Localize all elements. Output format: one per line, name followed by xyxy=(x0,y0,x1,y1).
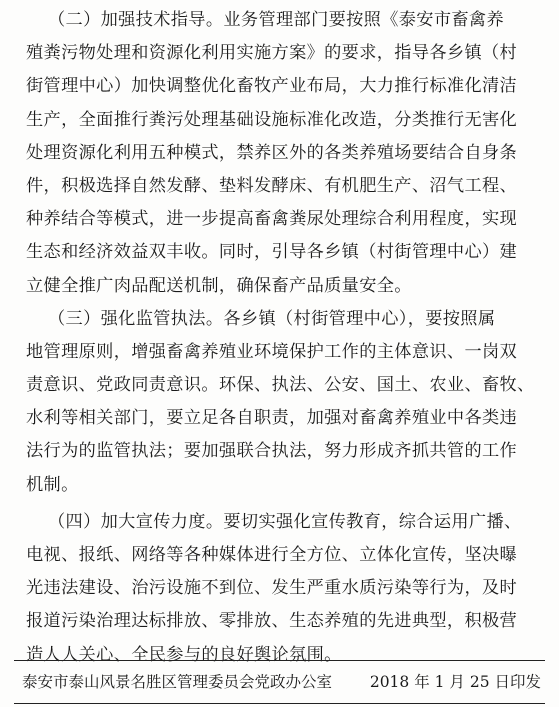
paragraph-2-line-8: 生态和经济效益双丰收。同时，引导各乡镇（村街管理中心）建 xyxy=(26,242,518,263)
footer-bottom-rule xyxy=(14,703,545,704)
paragraph-4-line-4: 报道污染治理达标排放、零排放、生态养殖的先进典型，积极营 xyxy=(26,611,518,632)
paragraph-2-line-9: 立健全推广肉品配送机制，确保畜产品质量安全。 xyxy=(26,275,412,296)
document-footer xyxy=(22,666,541,698)
paragraph-2-line-6: 件，积极选择自然发酵、垫料发酵床、有机肥生产、沼气工程、 xyxy=(26,175,518,196)
issuing-office: 泰安市泰山风景名胜区管理委员会党政办公室 xyxy=(22,673,333,691)
paragraph-2-line-7: 种养结合等模式，进一步提高畜禽粪尿处理综合利用程度，实现 xyxy=(26,209,518,230)
paragraph-4-line-5: 造人人关心、全民参与的良好舆论氛围。 xyxy=(26,644,342,665)
paragraph-2-line-4: 生产，全面推行粪污处理基础设施标准化改造，分类推行无害化 xyxy=(26,109,518,130)
paragraph-3-line-6: 机制。 xyxy=(26,474,79,495)
paragraph-4-line-1: （四）加大宣传力度。要切实强化宣传教育，综合运用广播、 xyxy=(48,511,522,532)
paragraph-4-line-3: 光违法建设、治污设施不到位、发生严重水质污染等行为，及时 xyxy=(26,578,518,599)
paragraph-3-line-4: 水利等相关部门，要立足各自职责，加强对畜禽养殖业中各类违 xyxy=(26,408,518,429)
footer-top-rule xyxy=(14,660,545,661)
paragraph-4-line-2: 电视、报纸、网络等各种媒体进行全方位、立体化宣传，坚决曝 xyxy=(26,545,518,565)
document-body xyxy=(26,4,538,672)
issue-date: 2018 年 1 月 25 日印发 xyxy=(369,673,541,691)
paragraph-3-line-3: 责意识、党政同责意识。环保、执法、公安、国土、农业、畜牧、 xyxy=(26,375,535,396)
paragraph-2-line-1: （二）加强技术指导。业务管理部门要按照《泰安市畜禽养 xyxy=(48,10,504,30)
paragraph-2-line-2: 殖粪污物处理和资源化利用实施方案》的要求，指导各乡镇（村 xyxy=(26,43,518,64)
paragraph-3-line-5: 法行为的监管执法；要加强联合执法，努力形成齐抓共管的工作 xyxy=(26,441,518,462)
paragraph-3-line-2: 地管理原则，增强畜禽养殖业环境保护工作的主体意识、一岗双 xyxy=(26,341,518,362)
paragraph-2-line-5: 处理资源化利用五种模式，禁养区外的各类养殖场要结合自身条 xyxy=(26,142,518,163)
paragraph-3-line-1: （三）强化监管执法。各乡镇（村街管理中心），要按照属 xyxy=(48,308,496,329)
paragraph-2-line-3: 街管理中心）加快调整优化畜牧产业布局，大力推行标准化清洁 xyxy=(26,76,518,97)
